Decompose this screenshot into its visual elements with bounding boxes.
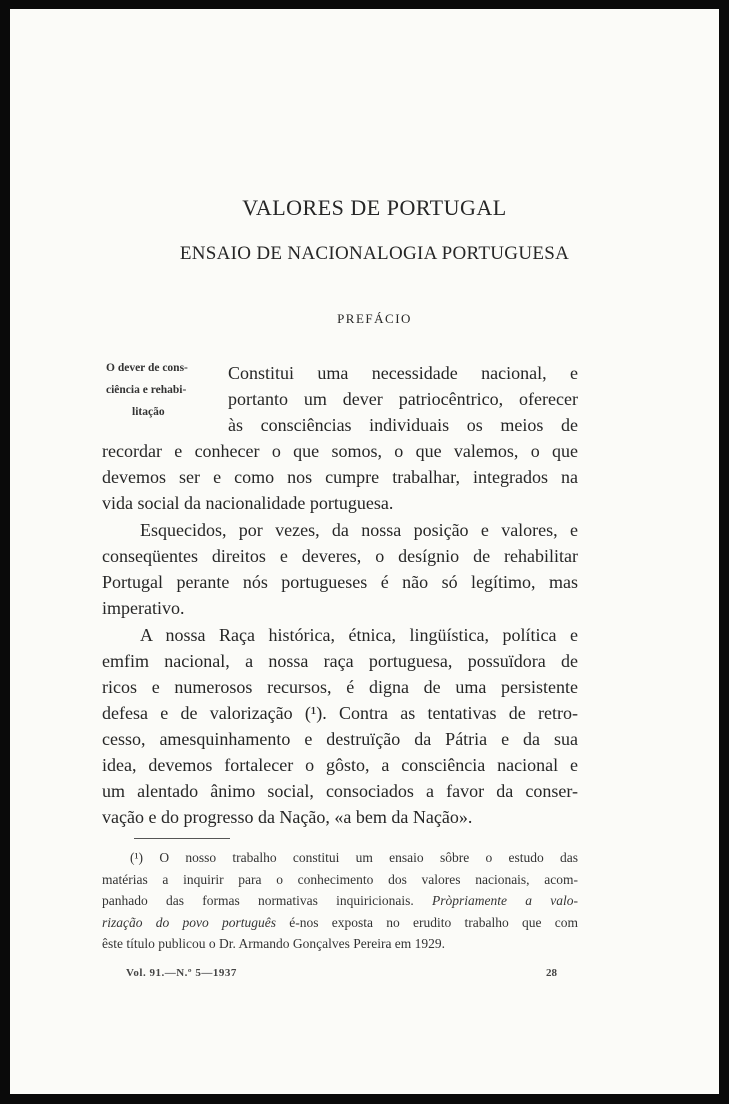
margin-note-line: ciência e rehabi- — [106, 384, 187, 396]
text-line: devemos ser e como nos cumpre trabalhar, integrados na — [102, 467, 578, 487]
margin-note-line: O dever de cons- — [106, 362, 188, 374]
footnote-line: (¹) O nosso trabalho constitui um ensaio sôbre o estudo das — [130, 850, 578, 865]
footnote-line — [102, 912, 578, 934]
text-line: conseqüentes direitos e deveres, o desígnio de rehabilitar — [102, 546, 578, 566]
paragraph-3 — [102, 622, 578, 830]
footnote-line — [102, 890, 578, 912]
text-line: A nossa Raça histórica, étnica, lingüística, política e — [140, 625, 578, 645]
text-line: Constitui uma necessidade nacional, e — [228, 363, 578, 383]
section-heading: PREFÁCIO — [337, 311, 412, 326]
footnote-text: é-nos exposta no erudito trabalho que com — [289, 914, 579, 930]
footnote — [102, 847, 578, 955]
footnote-italic: rização do povo português — [102, 914, 277, 930]
footnote-italic: Pròpriamente a valo- — [432, 893, 578, 908]
footnote-text: panhado das formas normativas inquiricionais. — [102, 893, 414, 908]
text-line: cesso, amesquinhamento e destruïção da Pátria e da sua — [102, 729, 578, 749]
text-line: imperativo. — [102, 598, 185, 618]
footnote-line: êste título publicou o Dr. Armando Gonçalves Pereira em 1929. — [102, 936, 446, 951]
text-line: defesa e de valorização (¹). Contra as tentativas de retro- — [102, 703, 578, 723]
text-line: portanto um dever patriocêntrico, oferecer — [228, 389, 578, 409]
body-text — [102, 360, 578, 831]
text-line: ricos e numerosos recursos, é digna de uma persistente — [102, 677, 578, 697]
text-line: vida social da nacionalidade portuguesa. — [102, 493, 394, 513]
text-line: idea, devemos fortalecer o gôsto, a consciência nacional e — [102, 755, 578, 775]
text-line: Portugal perante nós portugueses é não só legítimo, mas — [102, 572, 578, 592]
text-line: um alentado ânimo social, consociados a favor da conser- — [102, 781, 578, 801]
text-line: emfim nacional, a nossa raça portuguesa, possuïdora de — [102, 651, 578, 671]
paragraph-2 — [102, 517, 578, 621]
margin-note-line: litação — [132, 406, 165, 418]
footnote-line: matérias a inquirir para o conhecimento dos valores nacionais, acom- — [102, 871, 578, 887]
page-subtitle: ENSAIO DE NACIONALOGIA PORTUGUESA — [179, 243, 570, 264]
text-line: às consciências individuais os meios de — [228, 415, 578, 435]
paragraph-1 — [102, 360, 578, 516]
footnote-divider — [134, 838, 230, 839]
volume-info: Vol. 91.—N.º 5—1937 — [126, 967, 237, 979]
text-line: recordar e conhecer o que somos, o que valemos, o que — [102, 441, 578, 461]
page-title: VALORES DE PORTUGAL — [242, 195, 507, 220]
page-number: 28 — [546, 967, 557, 979]
text-line: vação e do progresso da Nação, «a bem da Nação». — [102, 807, 473, 827]
text-line: Esquecidos, por vezes, da nossa posição e valores, e — [140, 520, 578, 540]
